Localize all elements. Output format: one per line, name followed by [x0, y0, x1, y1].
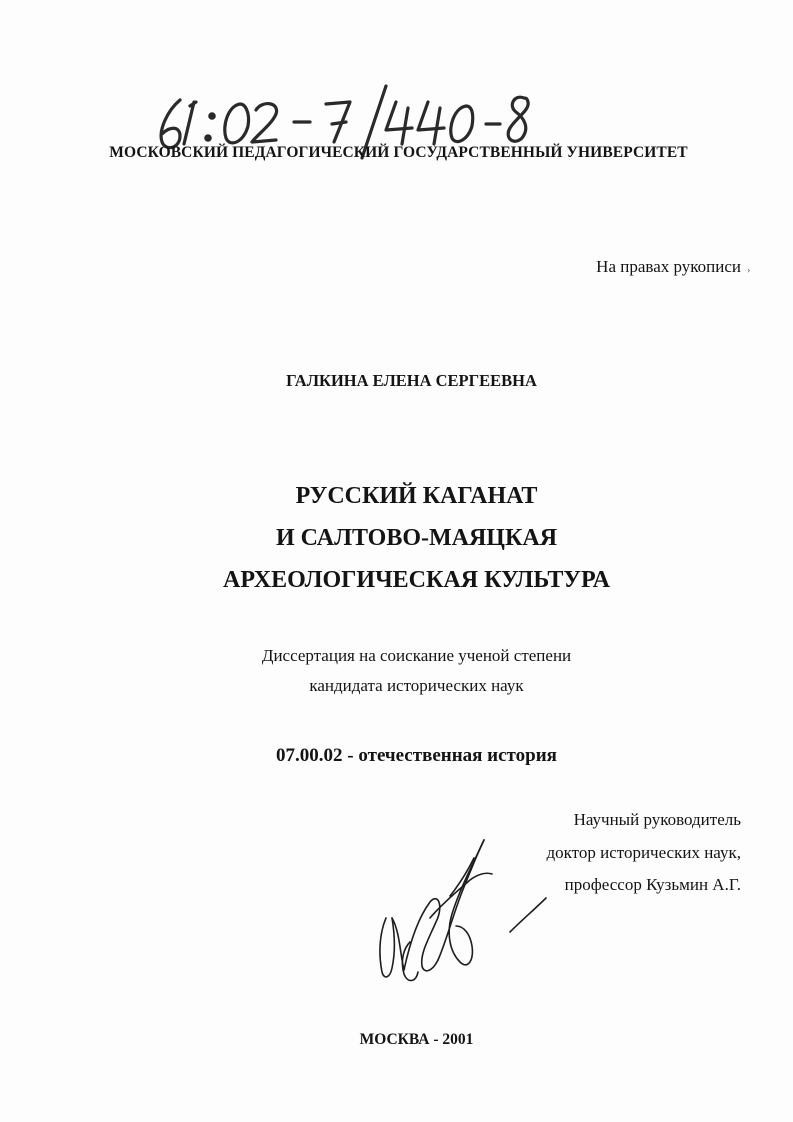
rights-note: На правах рукописи	[596, 257, 741, 276]
dissertation-title-line-3: АРХЕОЛОГИЧЕСКАЯ КУЛЬТУРА	[223, 567, 610, 593]
degree-line-2: кандидата исторических наук	[309, 676, 524, 695]
small-mark: ›	[747, 265, 751, 276]
author-name: ГАЛКИНА ЕЛЕНА СЕРГЕЕВНА	[286, 371, 537, 390]
supervisor-line-1: Научный руководитель	[573, 810, 741, 829]
degree-line-1: Диссертация на соискание ученой степени	[261, 646, 572, 665]
handwritten-signature	[370, 822, 560, 992]
university-name: МОСКОВСКИЙ ПЕДАГОГИЧЕСКИЙ ГОСУДАРСТВЕННЫЙ УНИВЕРСИТЕТ	[109, 144, 688, 161]
dissertation-title-line-2: И САЛТОВО-МАЯЦКАЯ	[275, 525, 558, 551]
supervisor-line-3: профессор Кузьмин А.Г.	[564, 875, 741, 894]
city-year: МОСКВА - 2001	[359, 1031, 474, 1048]
supervisor-line-2: доктор исторических наук,	[546, 843, 741, 862]
specialty-code: 07.00.02 - отечественная история	[276, 745, 557, 766]
dissertation-title-line-1: РУССКИЙ КАГАНАТ	[295, 483, 538, 509]
